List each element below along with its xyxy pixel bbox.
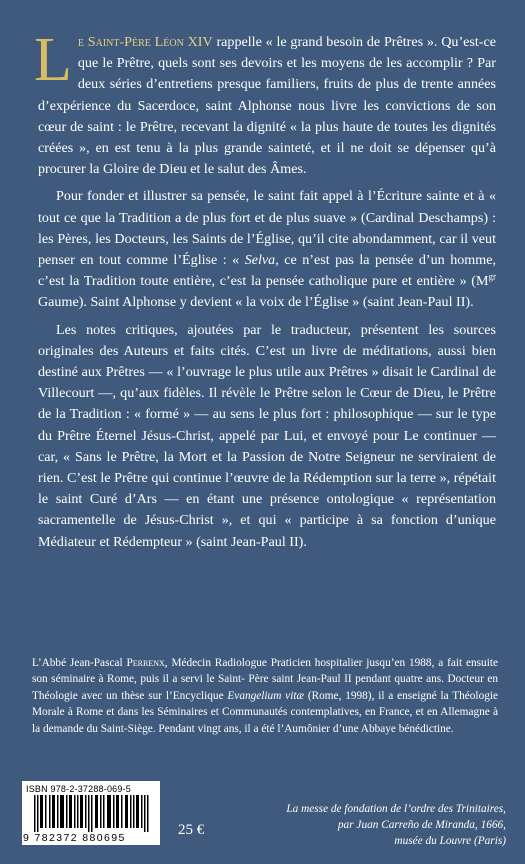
- paragraph-tradition-part-b: , ce n’est pas la pensée d’un homme, c’est la Tradition toute entière, c’est la pensée catholique pure et entière » (M: [38, 252, 496, 290]
- cover-image-caption: [270, 801, 506, 849]
- isbn-label: ISBN 978-2-37288-069-5: [26, 784, 131, 794]
- paragraph-tradition: [38, 186, 496, 313]
- author-surname: Perrenx: [126, 657, 165, 669]
- encyclical-title: Evangelium vitæ: [227, 689, 305, 702]
- monseigneur-superscript: gr: [488, 271, 496, 282]
- isbn-barcode-box: [22, 781, 160, 845]
- barcode-digits: 9 782372 880695: [23, 832, 126, 844]
- author-bio-part-c: (Rome, 1998), il a enseigné la Théologie Morale à Rome et dans les Séminaires et Communautés contemplatives, en France, et en Allemagne à la demande du Saint-Siège. Pendant vingt ans, il a été l’Aumônier d’une Abbaye bénédictine.: [32, 689, 499, 735]
- intro-text: rappelle « le grand besoin de Prêtres ». Qu’est-ce que le Prêtre, quels sont ses devoirs et les moyens de les accomplir ? Par deux séries d’entretiens presque familiers, fruits de plus de trente années d’expérience du Sacerdoce, saint Alphonse nous livre les convictions de son cœur de saint : le Prêtre, recevant la dignité « la plus haute de toutes les dignités créées », en est tenu à la plus grande sainteté, et il ne doit se dépenser qu’à procurer la Gloire de Dieu et le salut des Âmes.: [38, 34, 496, 178]
- drop-cap: L: [34, 26, 72, 94]
- author-bio-part-a: L’Abbé Jean-Pascal: [32, 657, 127, 669]
- intro-lead: e Saint-Père Léon XIV: [77, 34, 213, 50]
- author-bio-part-b: , Médecin Radiologue Praticien hospitalier jusqu’en 1988, a fait ensuite son séminaire à Rome, puis il a servi le Saint- Père saint Jean-Paul II pendant quatre ans. Docteur en Théologie avec un thèse sur l’Encyclique: [32, 657, 498, 702]
- caption-line-3: musée du Louvre (Paris): [394, 835, 506, 847]
- author-biography: [32, 655, 498, 737]
- caption-line-2: par Juan Carreño de Miranda, 1666,: [337, 819, 506, 831]
- paragraph-notes: Les notes critiques, ajoutées par le traducteur, présentent les sources originales des Auteurs et faits cités. C’est un livre de méditations, aussi bien destiné aux Prêtres — « l’ouvrage le plus utile aux Prêtres » disait le Cardinal de Villecourt —, qu’aux fidèles. Il révèle le Prêtre selon le Cœur de Dieu, le Prêtre de la Tradition : « formé » — au sens le plus fort : philosophique — sur le type du Prêtre Éternel Jésus-Christ, appelé par Lui, et envoyé pour Le continuer — car, « Sans le Prêtre, la Mort et la Passion de Notre Seigneur ne serviraient de rien. C’est le Prêtre qui continue l’œuvre de la Rédemption sur la terre », répétait le saint Curé d’Ars — en étant une présence ontologique « représentation sacramentelle de Jésus-Christ », et qui « participe à sa fonction d’unique Médiateur et Rédempteur » (saint Jean-Paul II).: [38, 321, 496, 550]
- price: 25 €: [178, 822, 205, 838]
- barcode-icon: [25, 795, 157, 832]
- paragraph-tradition-part-c: Gaume). Saint Alphonse y devient « la voix de l’Église » (saint Jean-Paul II).: [38, 294, 474, 311]
- intro-paragraph: [34, 26, 496, 180]
- selva-title: Selva: [244, 252, 276, 269]
- blurb: [34, 26, 496, 553]
- paragraph-tradition-part-a: Pour fonder et illustrer sa pensée, le saint fait appel à l’Écriture sainte et à « tout ce que la Tradition a de plus fort et de plus suave » (Cardinal Deschamps) : les Pères, les Docteurs, les Saints de l’Église, qu’il cite abondamment, car il veut penser en tout comme l’Église : «: [38, 188, 496, 269]
- caption-line-1: La messe de fondation de l’ordre des Trinitaires,: [286, 803, 506, 815]
